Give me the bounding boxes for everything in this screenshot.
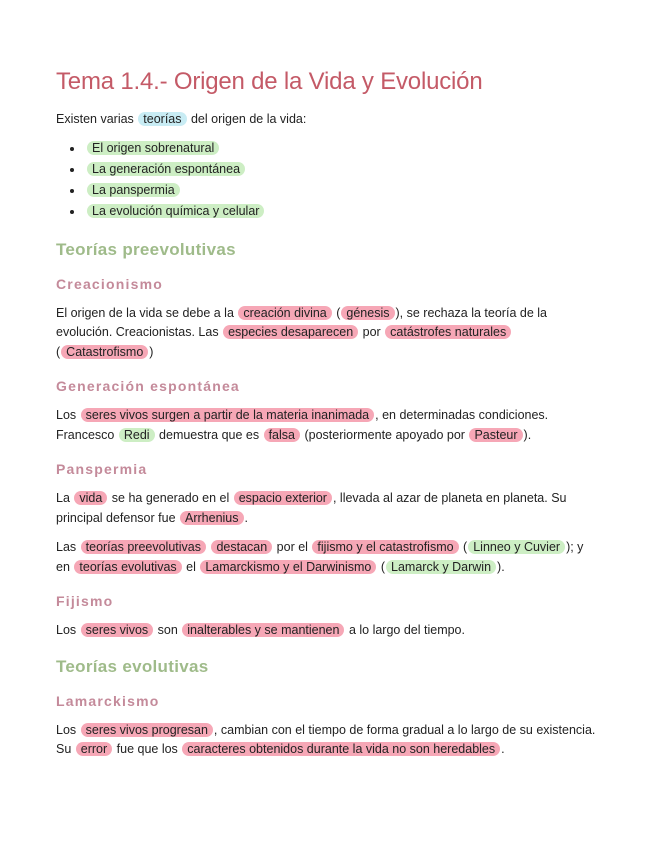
text-run: (	[56, 344, 61, 359]
text-run: La	[56, 491, 74, 505]
list-item-label: El origen sobrenatural	[87, 141, 219, 155]
text-run: ); y en	[56, 540, 584, 574]
highlight: fijismo y el catastrofismo	[312, 540, 458, 554]
list-item-label: La generación espontánea	[87, 162, 245, 176]
fijismo-paragraph	[56, 621, 599, 641]
highlight: Catastrofismo	[61, 345, 148, 359]
highlight: génesis	[341, 306, 394, 320]
text-run: Los	[56, 623, 80, 637]
text-run: Su	[56, 742, 75, 756]
text-run: Los	[56, 722, 80, 737]
text-run: se ha generado en el	[108, 491, 233, 505]
section-heading-evolutivas: Teorías evolutivas	[56, 656, 209, 676]
text-run: por	[359, 325, 385, 339]
list-item	[84, 159, 599, 180]
text-run: ), se rechaza la teoría de la evolución. Creacionistas. Las	[56, 305, 547, 339]
text-run: el	[182, 559, 200, 574]
highlight: catástrofes naturales	[385, 325, 511, 339]
highlight-green: Redi	[119, 428, 155, 442]
list-item	[84, 138, 599, 159]
panspermia-paragraph	[56, 489, 599, 528]
highlight: seres vivos progresan	[81, 723, 213, 737]
highlight: creación divina	[238, 306, 331, 320]
highlight: teorías preevolutivas	[81, 540, 206, 554]
text-run: por el	[273, 540, 312, 554]
text-run: a lo largo del tiempo.	[345, 623, 465, 637]
intro-text: del origen de la vida:	[187, 112, 307, 126]
comparacion-paragraph	[56, 538, 599, 577]
text-run	[207, 540, 210, 554]
text-run: )	[149, 344, 154, 359]
lamarckismo-paragraph	[56, 721, 599, 760]
text-run: Los	[56, 408, 80, 422]
text-run: fue que los	[113, 742, 182, 756]
theory-list	[56, 138, 599, 222]
highlight-green: Lamarck y Darwin	[386, 560, 496, 574]
text-run: (posteriormente apoyado por	[300, 427, 469, 442]
subheading-lamarckismo: Lamarckismo	[56, 692, 160, 709]
intro-text: Existen varias	[56, 112, 138, 126]
text-run: El origen de la vida se debe a la	[56, 305, 238, 320]
highlight: Arrhenius	[180, 511, 244, 525]
generacion-paragraph	[56, 406, 599, 445]
subheading-generacion-espontanea: Generación espontánea	[56, 378, 240, 394]
highlight: Pasteur	[469, 428, 522, 442]
page-title: Tema 1.4.- Origen de la Vida y Evolución	[56, 68, 483, 95]
list-item	[84, 201, 599, 222]
subheading-panspermia: Panspermia	[56, 461, 148, 477]
highlight: inalterables y se mantienen	[182, 623, 344, 637]
text-run: (	[459, 540, 468, 554]
text-run: .	[501, 742, 505, 756]
text-run: Las	[56, 540, 80, 554]
text-run: ).	[523, 427, 532, 442]
section-heading-preevolutivas: Teorías preevolutivas	[56, 239, 236, 259]
highlight: caracteres obtenidos durante la vida no son heredables	[182, 742, 500, 756]
text-run: demuestra que es	[155, 427, 263, 442]
text-run: (	[332, 305, 341, 320]
highlight: especies desaparecen	[223, 325, 358, 339]
highlight: seres vivos surgen a partir de la materia inanimada	[81, 408, 374, 422]
highlight: destacan	[211, 540, 272, 554]
highlight: vida	[74, 491, 107, 505]
list-item-label: La evolución química y celular	[87, 204, 264, 218]
highlight: teorías evolutivas	[74, 560, 181, 574]
text-run: , cambian con el tiempo de forma gradual a lo largo de su existencia.	[213, 722, 596, 737]
highlight: Lamarckismo y el Darwinismo	[200, 560, 376, 574]
subheading-creacionismo: Creacionismo	[56, 275, 163, 292]
intro-paragraph	[56, 110, 599, 130]
creacionismo-paragraph	[56, 304, 599, 363]
highlight-green: Linneo y Cuvier	[468, 540, 565, 554]
text-run: (	[377, 559, 386, 574]
text-run: .	[244, 510, 248, 525]
text-run: , en determinadas condiciones. Francesco	[56, 408, 549, 442]
text-run: son	[154, 623, 182, 637]
highlight: espacio exterior	[234, 491, 332, 505]
subheading-fijismo: Fijismo	[56, 593, 114, 609]
list-item	[84, 180, 599, 201]
highlight: seres vivos	[81, 623, 154, 637]
text-run: ).	[497, 559, 505, 574]
highlight-teorias: teorías	[138, 112, 186, 126]
highlight: error	[76, 742, 112, 756]
text-run: , llevada al azar de planeta en planeta. Su principal defensor fue	[56, 491, 567, 525]
list-item-label: La panspermia	[87, 183, 180, 197]
highlight: falsa	[264, 428, 300, 442]
